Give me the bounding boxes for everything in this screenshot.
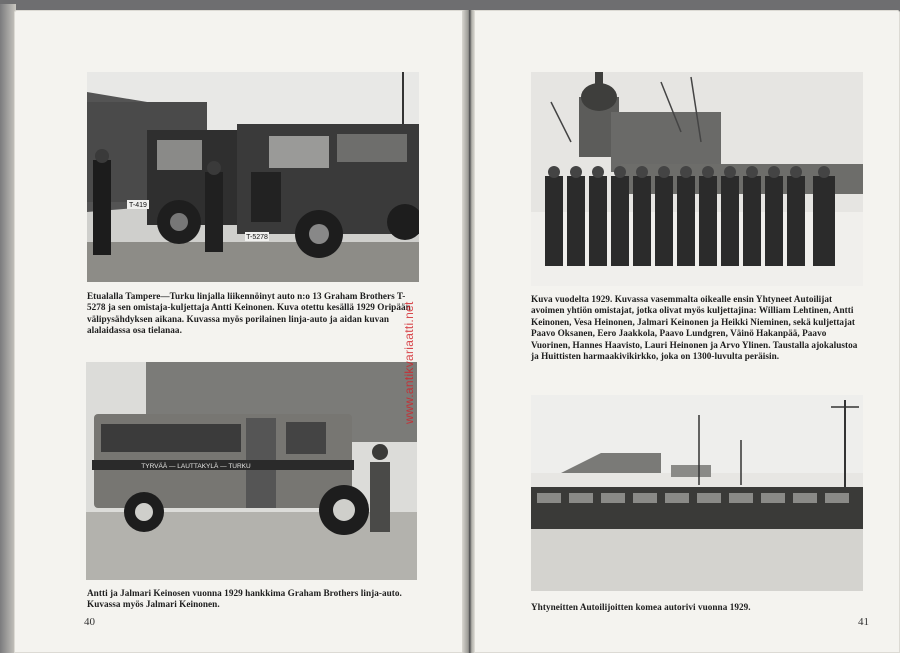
caption-photo-2: Antti ja Jalmari Keinosen vuonna 1929 hankkima Graham Brothers linja-auto. Kuvassa myös Jalmari Keinonen. bbox=[87, 588, 402, 610]
page-number-left: 40 bbox=[84, 616, 95, 628]
plate-left: T-419 bbox=[129, 202, 147, 209]
right-page bbox=[474, 10, 900, 653]
group-photo-graphic bbox=[531, 72, 863, 286]
photo-keinonen-bus bbox=[86, 362, 417, 580]
page-number-right: 41 bbox=[858, 616, 869, 628]
bus-row-graphic bbox=[531, 395, 863, 591]
left-page bbox=[14, 10, 466, 653]
bus-side-text: TYRVÄÄ — LAUTTAKYLÄ — TURKU bbox=[141, 463, 251, 470]
photo-graham-brothers-buses bbox=[87, 72, 419, 282]
caption-photo-4: Yhtyneitten Autoilijoitten komea autorivi vuonna 1929. bbox=[531, 602, 751, 612]
caption-photo-3: Kuva vuodelta 1929. Kuvassa vasemmalta oikealle ensin Yhtyneet Autoilijat avoimen yhtiön omistajat, jotka olivat myös kuljettajina: William Lehtinen, Antti Keinonen, Vesa Heinonen, Jalmari Keinonen ja Heikki Nieminen, sekä kuljettajat Paavo Oksanen, Eero Jaakkola, Paavo Lundgren, Väinö Hakanpää, Paavo Vuorinen, Hannes Haavisto, Lauri Heinonen ja Arvo Ylinen. Taustalla ajokalustoa ja Huittisten harmaakivikirkko, joka on 1300-luvulta peräisin. bbox=[531, 294, 858, 362]
bus-photo-graphic-2 bbox=[86, 362, 417, 580]
plate-right: T-5278 bbox=[246, 234, 268, 241]
bus-photo-graphic bbox=[87, 72, 419, 282]
caption-photo-1: Etualalla Tampere—Turku linjalla liikennöinyt auto n:o 13 Graham Brothers T-5278 ja sen omistaja-kuljettaja Antti Keinonen. Kuva otettu kesällä 1929 Oripään välipysähdyksen aikana. Kuvassa myös porilainen linja-auto ja aidan kuvan alalaidassa osa tielanaa. bbox=[87, 291, 411, 336]
photo-bus-row bbox=[531, 395, 863, 591]
photo-drivers-group bbox=[531, 72, 863, 286]
watermark-text: www.antikvariaatti.net bbox=[402, 301, 416, 424]
